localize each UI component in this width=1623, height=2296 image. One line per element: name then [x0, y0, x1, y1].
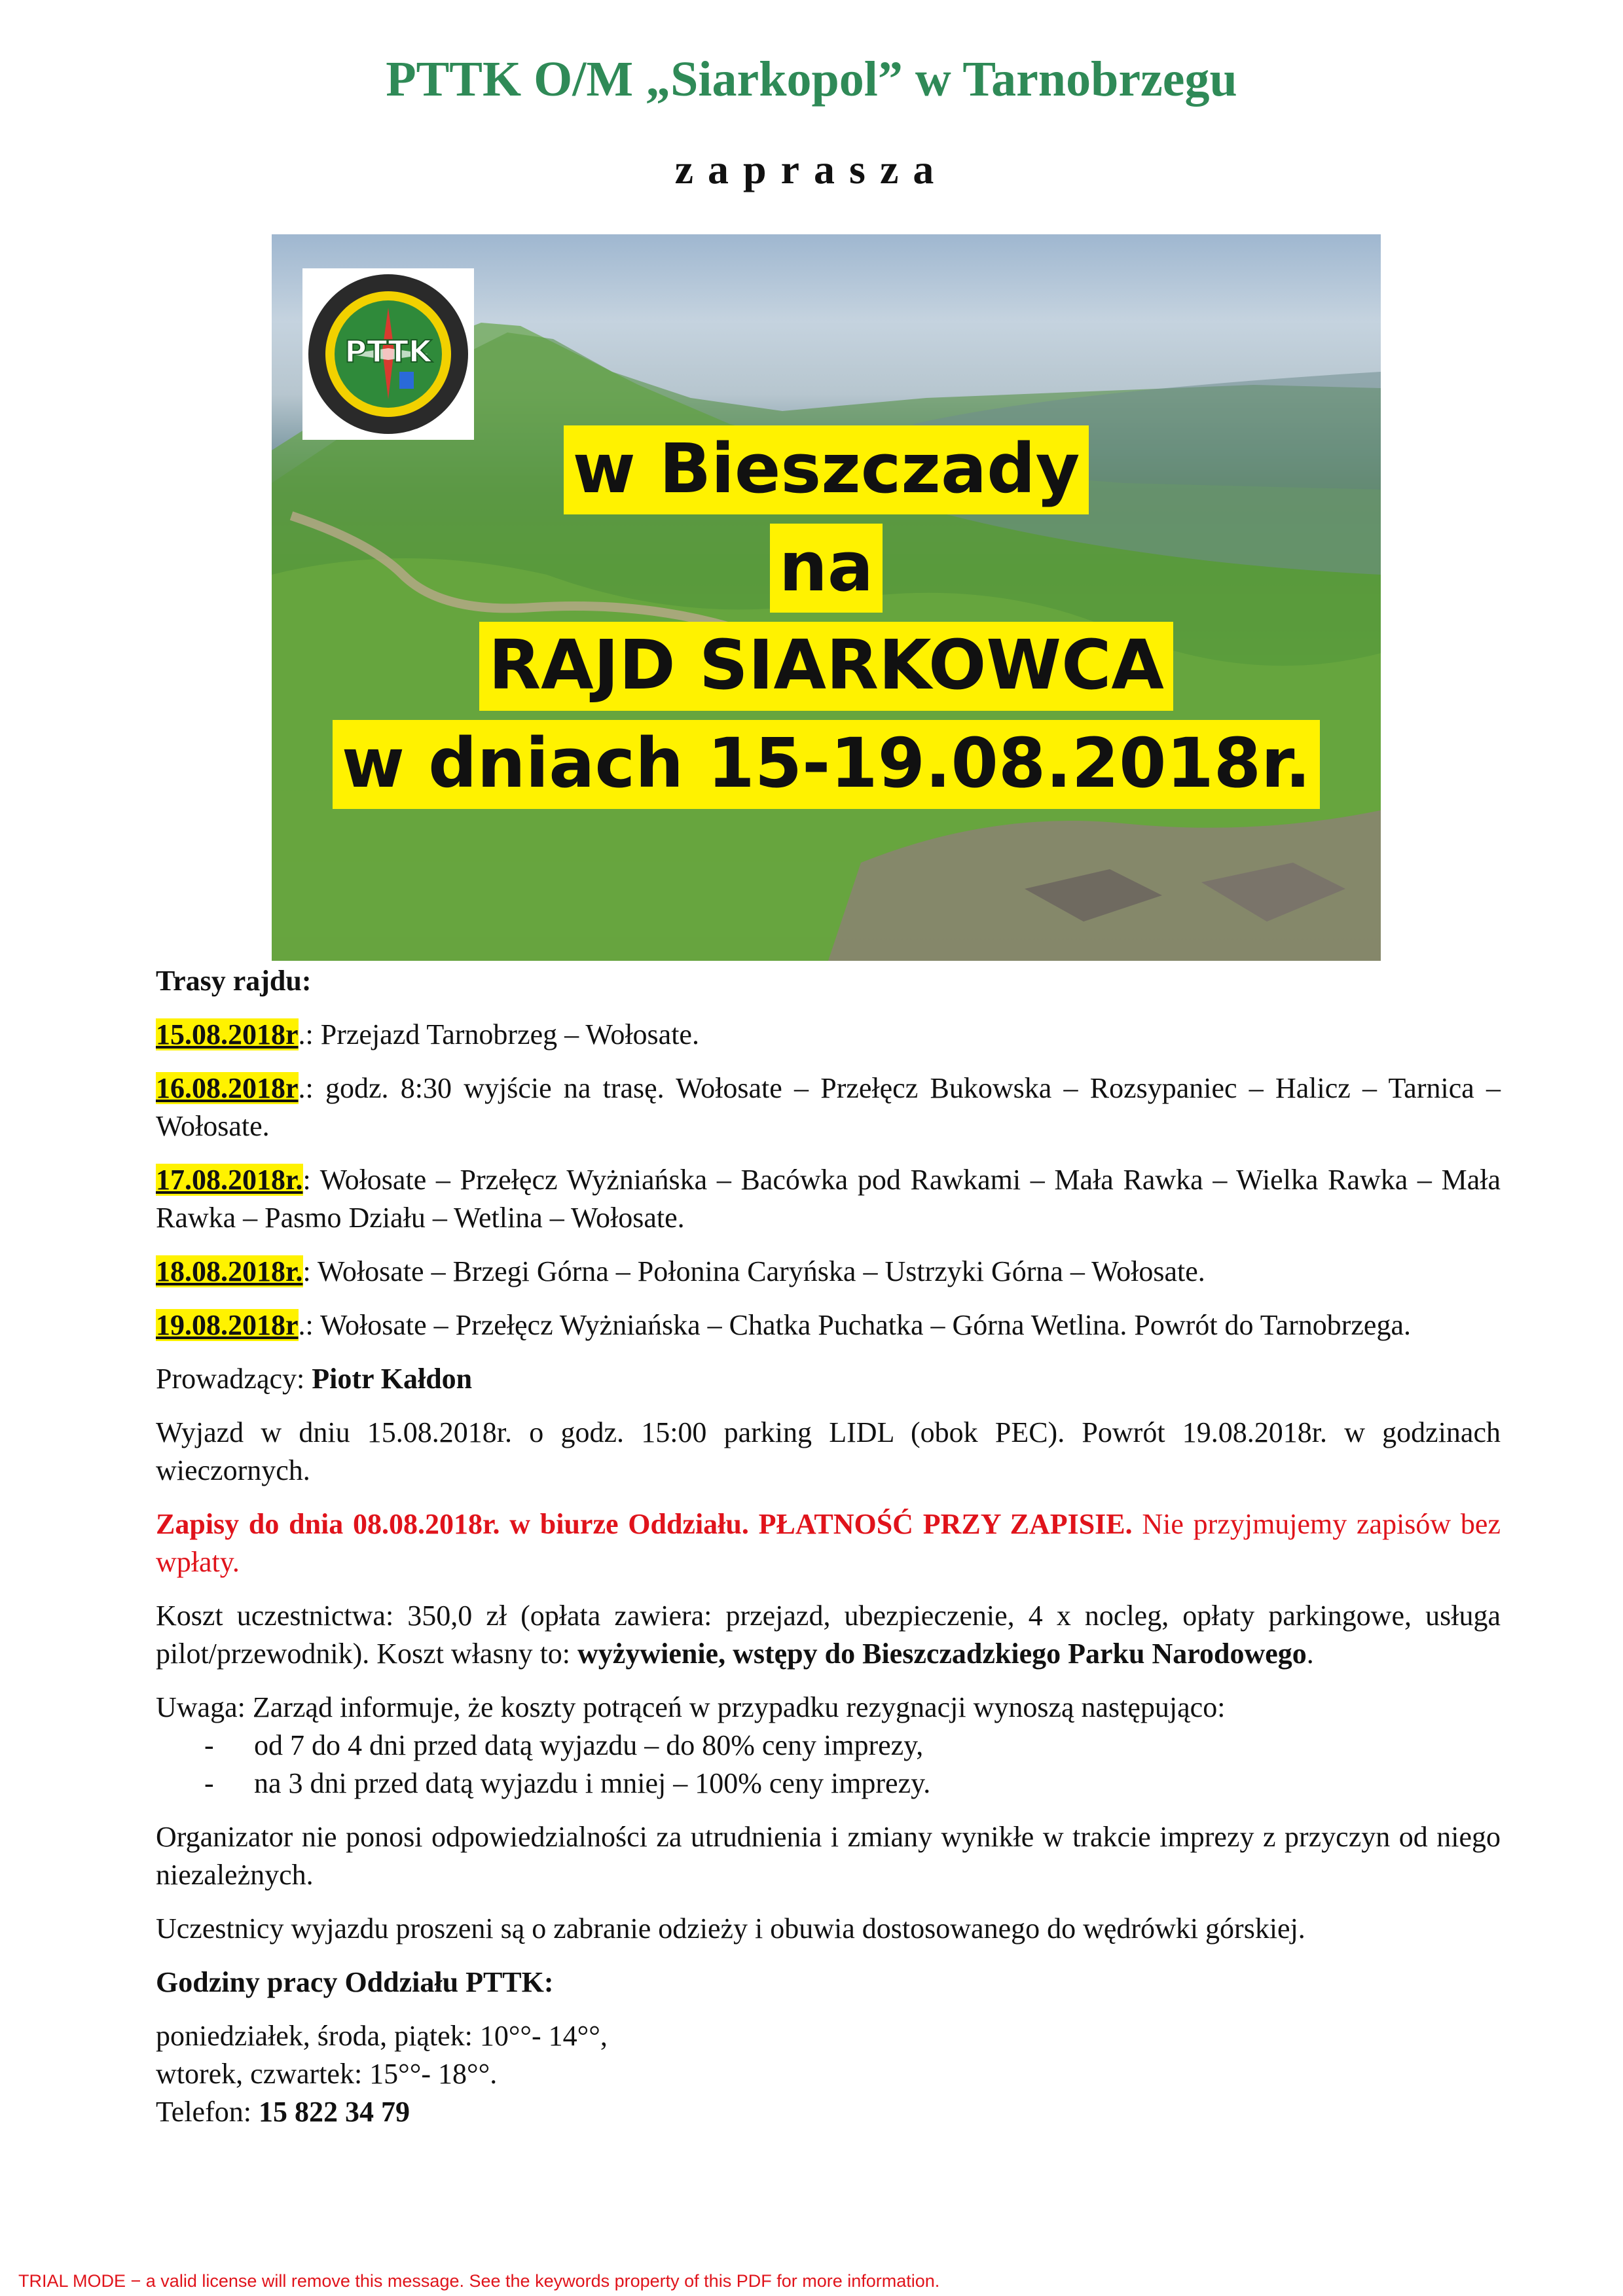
- document-body: [156, 962, 1501, 2131]
- route-item: [156, 1069, 1501, 1145]
- page-subtitle: zaprasza: [674, 146, 949, 192]
- hours-line-2: wtorek, czwartek: 15°°- 18°°.: [156, 2058, 498, 2090]
- hours-line-1: poniedziałek, środa, piątek: 10°°- 14°°,: [156, 2020, 608, 2052]
- hero-line-2-text: na: [770, 524, 883, 613]
- leader-name: Piotr Kałdon: [312, 1363, 473, 1395]
- route-item: [156, 1253, 1501, 1291]
- leader-label: Prowadzący:: [156, 1363, 305, 1395]
- registration-normal: Nie przyjmujemy zapisów bez wpłaty.: [156, 1508, 1501, 1578]
- route-text: : Wołosate – Brzegi Górna – Połonina Caryńska – Ustrzyki Górna – Wołosate.: [302, 1255, 1205, 1287]
- hero-image: [272, 234, 1381, 961]
- organizer-note: Organizator nie ponosi odpowiedzialności za utrudnienia i zmiany wynikłe w trakcie imprezy z przyczyn od niego niezależnych.: [156, 1821, 1501, 1891]
- departure-info: Wyjazd w dniu 15.08.2018r. o godz. 15:00 parking LIDL (obok PEC). Powrót 19.08.2018r. w godzinach wieczornych.: [156, 1416, 1501, 1486]
- list-item: - na 3 dni przed datą wyjazdu i mniej – 100% ceny imprezy.: [156, 1765, 1501, 1803]
- route-date: 16.08.2018r: [156, 1072, 299, 1104]
- list-item: - od 7 do 4 dni przed datą wyjazdu – do 80% ceny imprezy,: [156, 1727, 1501, 1765]
- participants-note: Uczestnicy wyjazdu proszeni są o zabranie odzieży i obuwia dostosowanego do wędrówki górskiej.: [156, 1912, 1305, 1945]
- hours-block: [156, 2017, 1501, 2131]
- registration-bold: Zapisy do dnia 08.08.2018r. w biurze Oddziału. PŁATNOŚĆ PRZY ZAPISIE.: [156, 1508, 1133, 1540]
- cost-bold: wyżywienie, wstępy do Bieszczadzkiego Parku Narodowego: [577, 1638, 1307, 1670]
- phone-line: [156, 2093, 1501, 2131]
- pttk-emblem-icon: [302, 268, 474, 440]
- hero-line-3: [272, 622, 1381, 711]
- hero-line-2: [272, 524, 1381, 613]
- pttk-logo: [302, 268, 474, 440]
- route-item: [156, 1306, 1501, 1344]
- hero-line-4-text: w dniach 15-19.08.2018r.: [333, 720, 1320, 809]
- route-date: 15.08.2018r: [156, 1018, 299, 1050]
- route-text: .: godz. 8:30 wyjście na trasę. Wołosate – Przełęcz Bukowska – Rozsypaniec – Halicz – Tarnica – Wołosate.: [156, 1072, 1501, 1142]
- route-text: : Wołosate – Przełęcz Wyżniańska – Bacówka pod Rawkami – Mała Rawka – Wielka Rawka – Mała Rawka – Pasmo Działu – Wetlina – Wołosate.: [156, 1164, 1501, 1234]
- hero-line-1: [272, 425, 1381, 514]
- registration-info: [156, 1505, 1501, 1581]
- hero-line-1-text: w Bieszczady: [564, 425, 1089, 514]
- notice-list: [156, 1727, 1501, 1803]
- route-text: .: Wołosate – Przełęcz Wyżniańska – Chatka Puchatka – Górna Wetlina. Powrót do Tarnobrzega.: [298, 1309, 1411, 1341]
- route-item: [156, 1161, 1501, 1237]
- routes-heading: Trasy rajdu:: [156, 965, 312, 997]
- notice-text: Uwaga: Zarząd informuje, że koszty potrąceń w przypadku rezygnacji wynoszą następująco:: [156, 1691, 1226, 1723]
- page-title: PTTK O/M „Siarkopol” w Tarnobrzegu: [386, 52, 1237, 107]
- hero-line-3-text: RAJD SIARKOWCA: [479, 622, 1173, 711]
- cost-info: [156, 1597, 1501, 1673]
- logo-center-text: PTTK: [344, 334, 432, 369]
- route-date: 19.08.2018r: [156, 1309, 299, 1341]
- phone-number: 15 822 34 79: [258, 2096, 410, 2128]
- route-item: [156, 1016, 1501, 1054]
- hours-heading: Godziny pracy Oddziału PTTK:: [156, 1966, 554, 1998]
- cost-end: .: [1306, 1638, 1314, 1670]
- trial-mode-notice: TRIAL MODE − a valid license will remove this message. See the keywords property of this PDF for more information.: [18, 2271, 940, 2291]
- route-date: 18.08.2018r.: [156, 1255, 303, 1287]
- hero-line-4: [272, 720, 1381, 809]
- cost-text: Koszt uczestnictwa: 350,0 zł (opłata zawiera: przejazd, ubezpieczenie, 4 x nocleg, opłaty parkingowe, usługa pilot/przewodnik). Koszt własny to:: [156, 1600, 1501, 1670]
- phone-label: Telefon:: [156, 2096, 251, 2128]
- leader-line: [156, 1360, 1501, 1398]
- route-text: .: Przejazd Tarnobrzeg – Wołosate.: [298, 1018, 699, 1050]
- route-date: 17.08.2018r.: [156, 1164, 303, 1196]
